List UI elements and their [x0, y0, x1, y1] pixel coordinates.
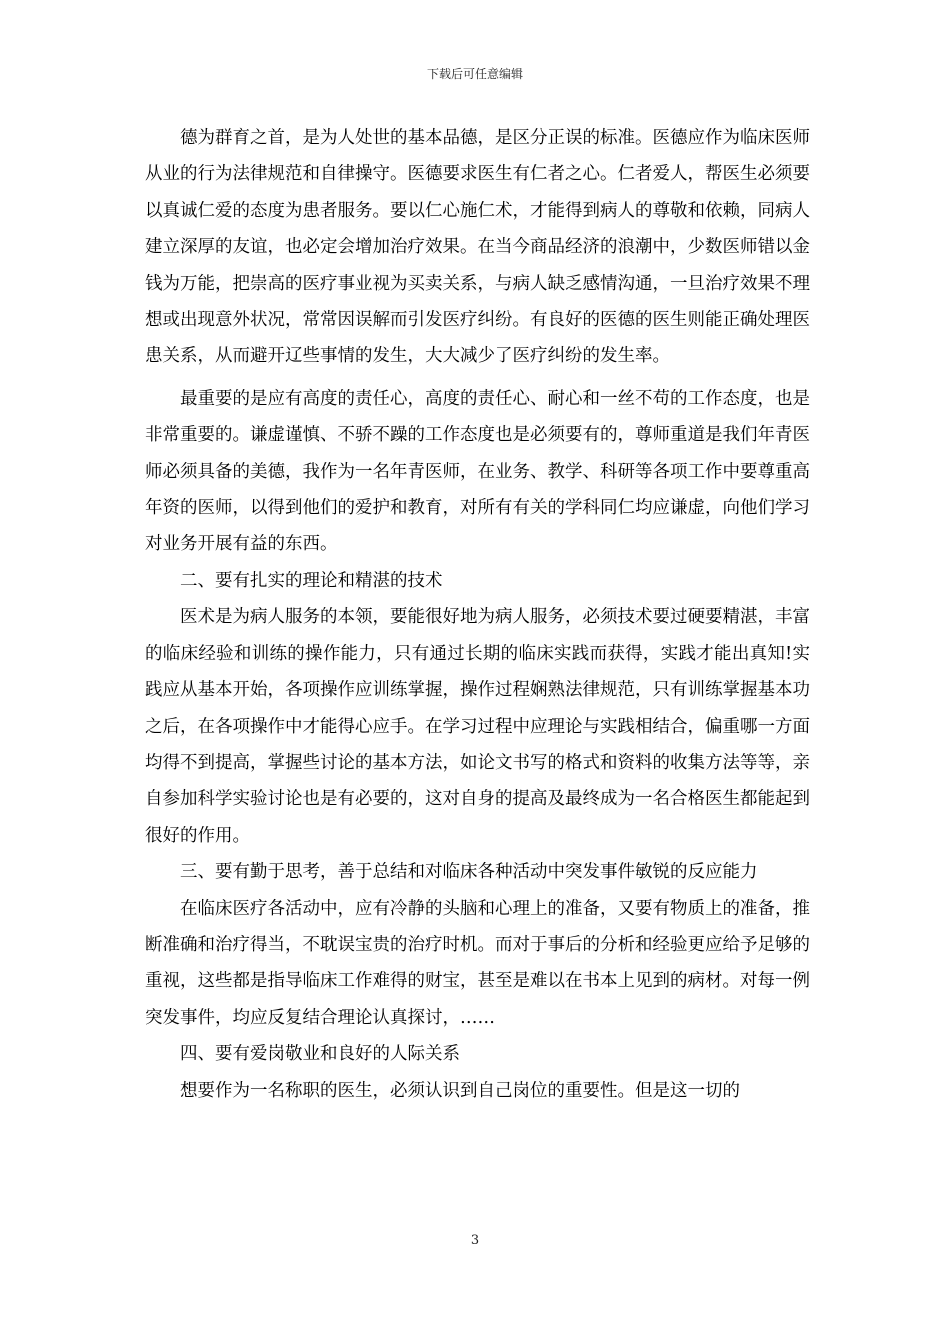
paragraph-medical-skills: 医术是为病人服务的本领，要能很好地为病人服务，必须技术要过硬要精湛，丰富的临床经验和训练的操作能力，只有通过长期的临床实践而获得，实践才能出真知!实践应从基本开始，各项操作应训练掌握，操作过程娴熟法律规范，只有训练掌握基本功之后，在各项操作中才能得心应手。在学习过程中应理论与实践相结合，偏重哪一方面均得不到提高，掌握些讨论的基本方法，如论文书写的格式和资料的收集方法等等，亲自参加科学实验讨论也是有必要的，这对自身的提高及最终成为一名合格医生都能起到很好的作用。: [145, 607, 810, 846]
page-header: 下载后可任意编辑: [426, 67, 523, 81]
page-number: 3: [470, 1233, 480, 1248]
section-heading-theory-skills: 二、要有扎实的理论和精湛的技术: [180, 570, 443, 591]
paragraph-emergency-response: 在临床医疗各活动中，应有冷静的头脑和心理上的准备，又要有物质上的准备，推断准确和治疗得当，不耽误宝贵的治疗时机。而对于事后的分析和经验更应给予足够的重视，这些都是指导临床工作难得的财宝，甚至是难以在书本上见到的病材。对每一例突发事件，均应反复结合理论认真探讨，……: [145, 898, 810, 1028]
section-heading-thinking: 三、要有勤于思考，善于总结和对临床各种活动中突发事件敏锐的反应能力: [180, 862, 758, 883]
document-body: [145, 120, 810, 1109]
paragraph-medical-ethics: 德为群育之首，是为人处世的基本品德，是区分正误的标准。医德应作为临床医师从业的行为法律规范和自律操守。医德要求医生有仁者之心。仁者爱人，帮医生必须要以真诚仁爱的态度为患者服务。要以仁心施仁术，才能得到病人的尊敬和依赖，同病人建立深厚的友谊，也必定会增加治疗效果。在当今商品经济的浪潮中，少数医师错以金钱为万能，把崇高的医疗事业视为买卖关系，与病人缺乏感情沟通，一旦治疗效果不理想或出现意外状况，常常因误解而引发医疗纠纷。有良好的医德的医生则能正确处理医患关系，从而避开辽些事情的发生，大大减少了医疗纠纷的发生率。: [145, 128, 810, 367]
paragraph-responsibility: 最重要的是应有高度的责任心，高度的责任心、耐心和一丝不苟的工作态度，也是非常重要的。谦虚谨慎、不骄不躁的工作态度也是必须要有的，尊师重道是我们年青医师必须具备的美德，我作为一名年青医师，在业务、教学、科研等各项工作中要尊重高年资的医师，以得到他们的爱护和教育，对所有有关的学科同仁均应谦虚，向他们学习对业务开展有益的东西。: [145, 388, 810, 555]
paragraph-dedication: 想要作为一名称职的医生，必须认识到自己岗位的重要性。但是这一切的: [180, 1080, 740, 1101]
section-heading-dedication: 四、要有爱岗敬业和良好的人际关系: [180, 1044, 460, 1065]
